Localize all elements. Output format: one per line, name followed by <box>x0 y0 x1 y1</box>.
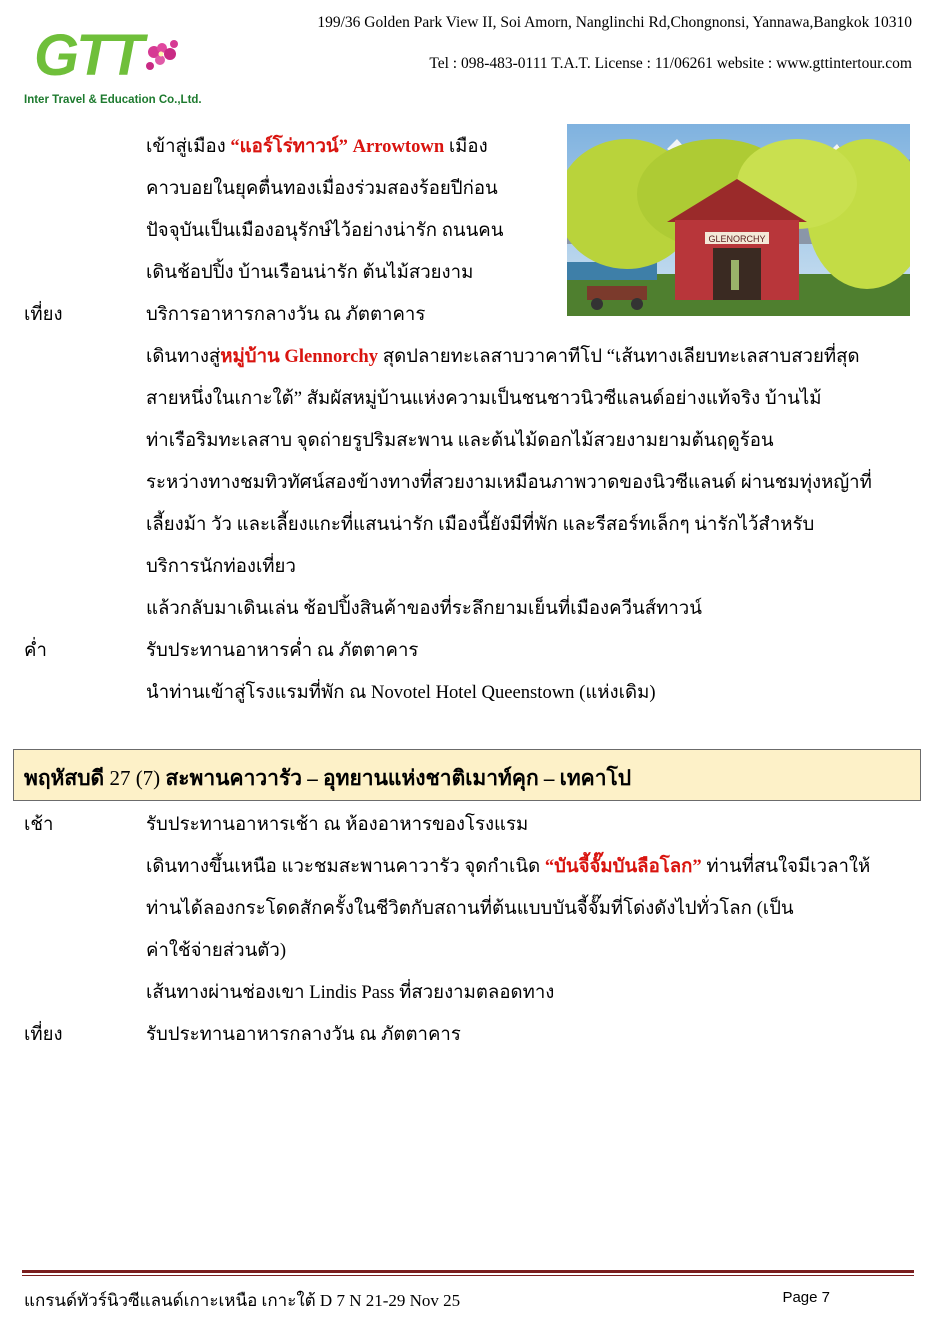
arrowtown-line-4: เดินช้อปปิ้ง บ้านเรือนน่ารัก ต้นไม้สวยงาม <box>146 262 474 283</box>
lunch-text: บริการอาหารกลางวัน ณ ภัตตาคาร <box>146 304 426 325</box>
arrowtown-line-3: ปัจจุบันเป็นเมืองอนุรักษ์ไว้อย่างน่ารัก ถนนคน <box>146 220 504 241</box>
glenorchy-line-5: เลี้ยงม้า วัว และเลี้ยงแกะที่แสนน่ารัก เมืองนี้ยังมีที่พัก และรีสอร์ทเล็กๆ น่ารักไว้สำหรับ <box>146 514 815 535</box>
day-heading <box>13 749 921 801</box>
bungy-line-3: ค่าใช้จ่ายส่วนตัว) <box>146 940 287 961</box>
lunch-label-2: เที่ยง <box>24 1024 63 1045</box>
dinner-text: รับประทานอาหารค่ำ ณ ภัตตาคาร <box>146 640 419 661</box>
breakfast-text: รับประทานอาหารเช้า ณ ห้องอาหารของโรงแรม <box>146 814 529 835</box>
orchid-icon <box>140 38 184 78</box>
glenorchy-line-1: เดินทางสู่หมู่บ้าน Glennorchy สุดปลายทะเลสาบวาคาทีโป “เส้นทางเลียบทะเลสาบสวยที่สุด <box>146 346 860 367</box>
dinner-label: ค่ำ <box>24 640 47 661</box>
day-weekday: พฤหัสบดี <box>24 766 105 790</box>
glenorchy-line-6: บริการนักท่องเที่ยว <box>146 556 296 577</box>
company-contact: Tel : 098-483-0111 T.A.T. License : 11/06261 website : www.gttintertour.com <box>429 55 912 72</box>
queenstown-line: แล้วกลับมาเดินเล่น ช้อปปิ้งสินค้าของที่ระลึกยามเย็นที่เมืองควีนส์ทาวน์ <box>146 598 702 619</box>
arrowtown-line-1: เข้าสู่เมือง “แอร์โร่ทาวน์” Arrowtown เมือง <box>146 136 488 157</box>
footer-rule-thin <box>22 1275 914 1276</box>
company-address: 199/36 Golden Park View II, Soi Amorn, Nanglinchi Rd,Chongnonsi, Yannawa,Bangkok 10310 <box>317 14 912 31</box>
glenorchy-line-4: ระหว่างทางชมทิวทัศน์สองข้างทางที่สวยงามเหมือนภาพวาดของนิวซีแลนด์ ผ่านชมทุ่งหญ้าที่ <box>146 472 872 493</box>
bungy-line-2: ท่านได้ลองกระโดดสักครั้งในชีวิตกับสถานที่ต้นแบบบันจี้จั๊มที่โด่งดังไปทั่วโลก (เป็น <box>146 898 794 919</box>
bungy-line-1: เดินทางขึ้นเหนือ แวะชมสะพานคาวารัว จุดกำเนิด “บันจี้จั๊มบันลือโลก” ท่านที่สนใจมีเวลาให้ <box>146 856 871 877</box>
glenorchy-line-2: สายหนึ่งในเกาะใต้” สัมผัสหมู่บ้านแห่งความเป็นชนชาวนิวซีแลนด์อย่างแท้จริง บ้านไม้ <box>146 388 822 409</box>
hotel-text: นำท่านเข้าสู่โรงแรมที่พัก ณ Novotel Hotel Queenstown (แห่งเดิม) <box>146 682 656 703</box>
lunch-label: เที่ยง <box>24 304 63 325</box>
lindis-pass-line: เส้นทางผ่านช่องเขา Lindis Pass ที่สวยงามตลอดทาง <box>146 982 555 1003</box>
footer-rule <box>22 1270 914 1273</box>
glenorchy-line-3: ท่าเรือริมทะเลสาบ จุดถ่ายรูปริมสะพาน และต้นไม้ดอกไม้สวยงามยามต้นฤดูร้อน <box>146 430 774 451</box>
arrowtown-line-2: คาวบอยในยุคตื่นทองเมื่องร่วมสองร้อยปีก่อน <box>146 178 498 199</box>
day-title: สะพานคาวารัว – อุทยานแห่งชาติเมาท์คุก – เทคาโป <box>165 766 632 790</box>
shed-sign-text: GLENORCHY <box>708 234 766 244</box>
logo-subtitle: Inter Travel & Education Co.,Ltd. <box>24 94 202 106</box>
company-logo <box>22 20 202 115</box>
logo-text: GTT <box>34 23 141 88</box>
breakfast-label: เช้า <box>24 814 54 835</box>
lunch-text-2: รับประทานอาหารกลางวัน ณ ภัตตาคาร <box>146 1024 461 1045</box>
page-number: Page 7 <box>782 1289 830 1306</box>
glenorchy-shed-photo <box>567 124 910 316</box>
day-date: 27 (7) <box>104 766 166 790</box>
footer-title: แกรนด์ทัวร์นิวซีแลนด์เกาะเหนือ เกาะใต้ D 7 N 21-29 Nov 25 <box>24 1291 461 1310</box>
